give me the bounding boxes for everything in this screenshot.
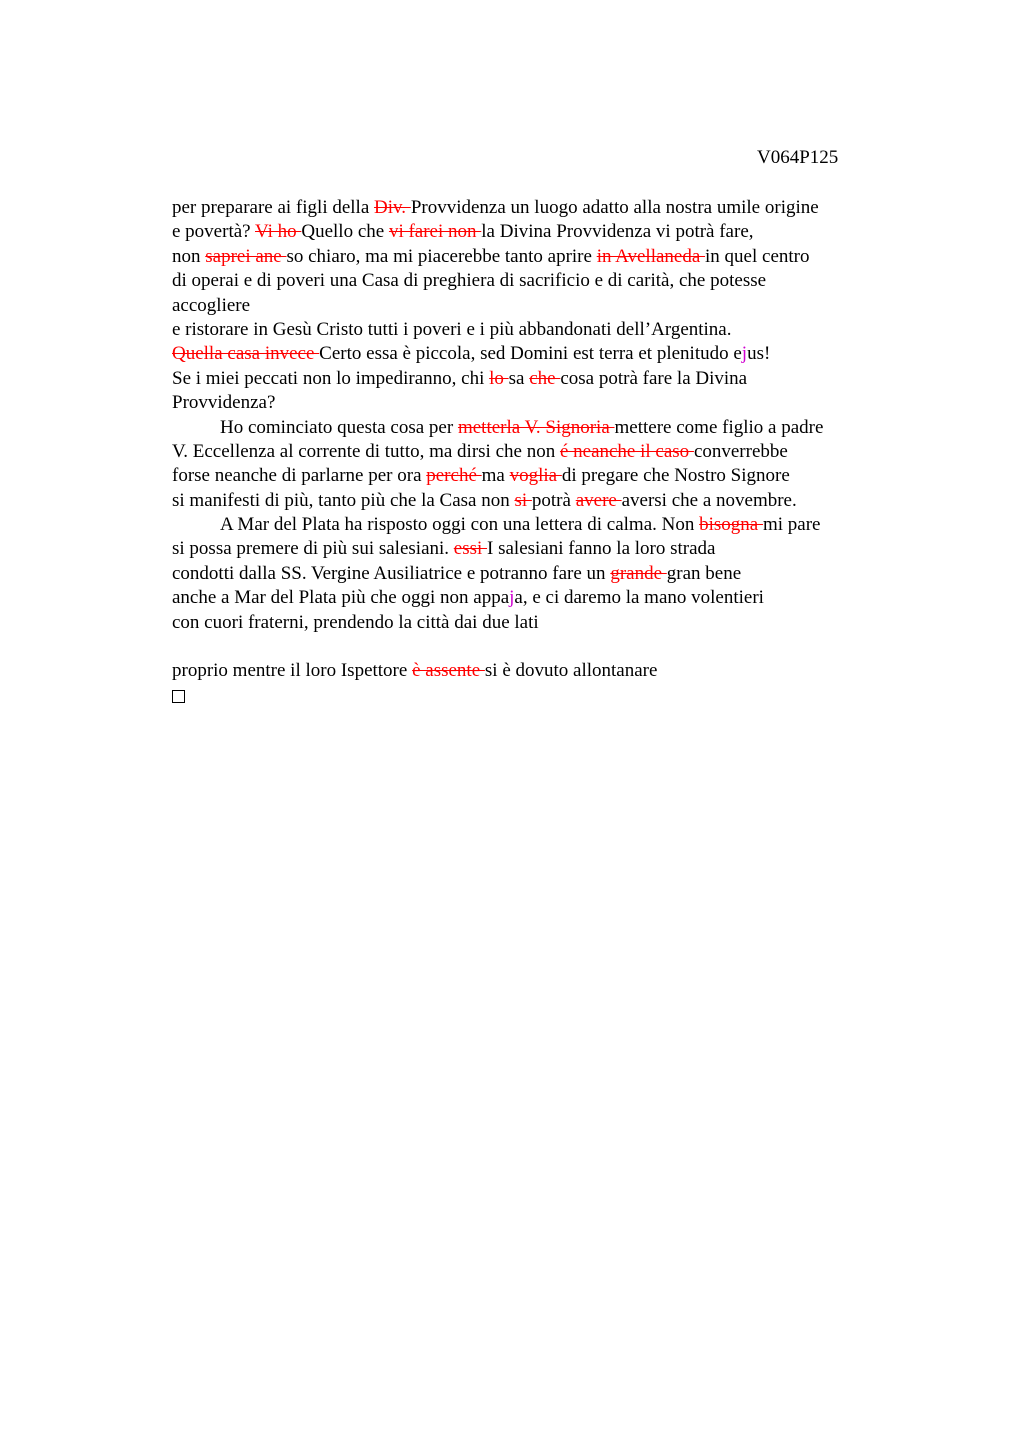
text-segment: proprio mentre il loro Ispettore <box>172 660 413 682</box>
deleted-text: metterla V. Signoria <box>457 416 615 438</box>
text-line <box>172 611 892 635</box>
text-segment: e ristorare in Gesù Cristo tutti i poveri e i più abbandonati dell’Argentina. <box>172 318 732 340</box>
text-line <box>172 367 892 391</box>
empty-square-icon <box>172 690 185 703</box>
text-line <box>172 220 892 244</box>
text-segment: si manifesti di più, tanto più che la Casa non <box>172 489 515 511</box>
text-segment: converrebbe <box>693 440 788 462</box>
blank-line <box>172 635 892 659</box>
deleted-text: Vi ho <box>255 221 302 243</box>
deleted-text: essi <box>453 538 488 560</box>
text-segment: a, e ci daremo la mano volentieri <box>514 587 764 609</box>
deleted-text: é neanche il caso <box>559 440 694 462</box>
deleted-text: è assente <box>412 660 485 682</box>
text-segment: Quello che <box>301 221 389 243</box>
text-segment: in quel centro <box>705 245 810 267</box>
text-segment: per preparare ai figli della <box>172 197 375 218</box>
text-segment: mi pare <box>762 514 821 536</box>
letter-body <box>172 196 892 708</box>
text-line <box>172 269 892 293</box>
text-line <box>172 196 892 220</box>
text-segment: aversi che a novembre. <box>621 489 797 511</box>
text-segment: cosa potrà fare la Divina <box>560 367 748 389</box>
text-line <box>172 294 892 318</box>
deleted-text: Div. <box>374 197 411 218</box>
text-segment: Se i miei peccati non lo impediranno, chi <box>172 367 490 389</box>
text-line <box>172 586 892 610</box>
text-line <box>172 489 892 513</box>
text-segment: I salesiani fanno la loro strada <box>487 538 716 560</box>
text-segment: con cuori fraterni, prendendo la città dai due lati <box>172 611 539 633</box>
text-line <box>172 391 892 415</box>
text-segment: di pregare che Nostro Signore <box>561 465 790 487</box>
text-segment: mettere come figlio a padre <box>614 416 824 438</box>
deleted-text: in Avellaneda <box>596 245 706 267</box>
text-segment: non <box>172 245 206 267</box>
deleted-text: Quella casa invece <box>172 343 320 365</box>
text-segment: potrà <box>531 489 576 511</box>
text-line <box>172 562 892 586</box>
deleted-text: che <box>529 367 561 389</box>
text-segment: Ho cominciato questa cosa per <box>220 416 458 438</box>
deleted-text: saprei ane <box>205 245 287 267</box>
text-segment: condotti dalla SS. Vergine Ausiliatrice e potranno fare un <box>172 562 611 584</box>
deleted-text: avere <box>575 489 622 511</box>
text-segment: Provvidenza? <box>172 392 276 414</box>
text-line <box>172 245 892 269</box>
deleted-text: perché <box>426 465 482 487</box>
text-line <box>172 464 892 488</box>
deleted-text: voglia <box>509 465 562 487</box>
deleted-text: bisogna <box>699 514 763 536</box>
text-segment: sa <box>508 367 530 389</box>
text-line <box>172 440 892 464</box>
deleted-text: si <box>514 489 532 511</box>
deleted-text: lo <box>489 367 509 389</box>
text-segment: so chiaro, ma mi piacerebbe tanto aprire <box>286 245 597 267</box>
text-segment: si è dovuto allontanare <box>484 660 658 682</box>
text-line <box>172 318 892 342</box>
text-segment: di operai e di poveri una Casa di preghiera di sacrificio e di carità, che potesse <box>172 270 767 292</box>
text-segment: si possa premere di più sui salesiani. <box>172 538 454 560</box>
inserted-text: j <box>741 343 748 365</box>
text-segment: la Divina Provvidenza vi potrà fare, <box>481 221 754 243</box>
text-segment: e povertà? <box>172 221 255 243</box>
text-segment: V. Eccellenza al corrente di tutto, ma dirsi che non <box>172 440 560 462</box>
deleted-text: grande <box>610 562 667 584</box>
text-line <box>172 537 892 561</box>
text-line <box>172 416 892 440</box>
text-line <box>172 513 892 537</box>
text-segment: us! <box>747 343 771 365</box>
text-segment: Provvidenza un luogo adatto alla nostra umile origine <box>410 197 819 218</box>
text-segment: anche a Mar del Plata più che oggi non appa <box>172 587 510 609</box>
text-line <box>172 342 892 366</box>
text-segment: A Mar del Plata ha risposto oggi con una lettera di calma. Non <box>220 514 700 536</box>
inserted-text: j <box>509 587 515 609</box>
end-marker <box>172 684 892 708</box>
text-segment: Certo essa è piccola, sed Domini est terra et plenitudo e <box>319 343 742 365</box>
text-line <box>172 659 892 683</box>
text-segment: forse neanche di parlarne per ora <box>172 465 427 487</box>
deleted-text: vi farei non <box>388 221 482 243</box>
text-segment: ma <box>481 465 510 487</box>
page-id: V064P125 <box>757 147 839 168</box>
text-segment: accogliere <box>172 294 251 316</box>
text-segment: gran bene <box>666 562 742 584</box>
